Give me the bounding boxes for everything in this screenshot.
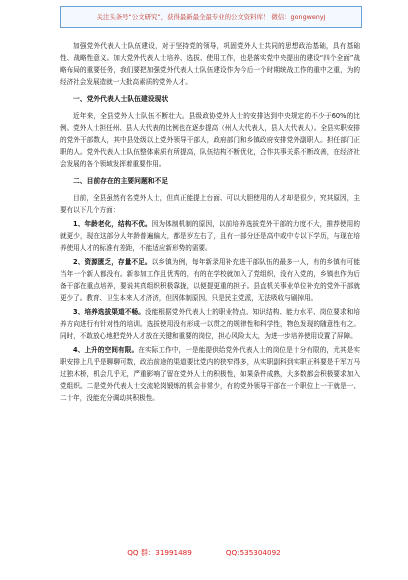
problem-lead-4: 4、上升的空间有限。 xyxy=(73,346,139,354)
qq-group-number: QQ 群：31991489 xyxy=(127,548,192,557)
problem-lead-2: 2、资源匮乏，存量不足。 xyxy=(73,258,152,266)
problems-intro-paragraph: 目前，全县虽然有名党外人士，但真正能提上台面、可以大胆使用的人才却是很少，究其原因，主要有以下几个方面： xyxy=(60,194,360,214)
intro-paragraph: 加强党外代表人士队伍建设，对于坚持党的领导，巩固党外人士共同的思想政治基础，具有基础性、战略性意义。加大党外代表人士培养、选拔、使用工作，也是落实党中央提出的建设“四个全面”战略布局的重要任务，我们要把加强党外代表人士队伍建设作为今后一个时期统战工作的重中之重，为的经济社会发展造就一大批高素质的党外人才。 xyxy=(60,42,360,86)
problem-item-3 xyxy=(60,306,360,342)
footer-contact xyxy=(0,548,408,558)
problem-text-2: 以乡镇为例，每年新录用补充进干部队伍的最多一人，有的乡镇有可能当年一个新人都没有。新参加工作且优秀的，有的在学校就加入了党组织，没有入党的，乡镇也作为后备干部在重点培养，要说其真组织积极靠拢，以便提更重的担子。县直机关事业单位补充的党外干部就更少了。教育、卫生本来人才济济，但因体制原因，只是民主党派，无法吸收与刷掉用。 xyxy=(60,258,360,302)
problem-item-1 xyxy=(60,218,360,254)
problem-text-4: 在实际工作中，一是能提供给党外代表人士的岗位是十分有限的，尤其是实职安排上几乎是聊聊可数，政治前途的渠道要比党内的狭窄得多，从实职副科到实职正科要是千军万马过独木桥，机会几乎无，严重影响了留在党外人士的积极性，如果条件成熟，大多数都会积极要求加入党组织。二是党外代表人士交流轮岗锻炼的机会非常少，有的党外领导干部在一个职位上一干就是一、二十年，没能充分调动其积极性。 xyxy=(60,346,360,402)
problem-text-3: 没能根据党外代表人士的职业特点、知识结构、能力水平、岗位要求和培养方向进行有针对性的培训。选拔使用没有形成一以贯之的规律性和科学性，物色发现的随意性有之。同时，不敢放心地把党外人才放在关键和重要的岗位，担心风险太大，为进一步培养使用设置了屏障。 xyxy=(60,308,361,340)
problem-item-2 xyxy=(60,256,360,304)
problem-text-1: 因为体制机制的原因，以前培养选拔党外干部的力度不大，推荐使用的就更少，现在这部分人年龄普遍偏大，都是岁左右了，且有一部分还是高中或中专以下学历，与现在培养使用人才的标准有差距，不能适应新形势的需要。 xyxy=(60,220,360,252)
qq-number: QQ:535304092 xyxy=(225,548,281,557)
section-heading-status: 一、党外代表人士队伍建设现状 xyxy=(73,95,169,103)
problem-lead-1: 1、年龄老化，结构不优。 xyxy=(73,220,152,228)
section-heading-problems: 二、目前存在的主要问题和不足 xyxy=(73,177,169,185)
document-body xyxy=(60,40,360,406)
problem-lead-3: 3、培养选拔渠道不畅。 xyxy=(73,308,145,316)
header-banner: 关注头条号“公文研究”，获得最新最全最专业的公文资料库！ 微信：gongwenyj xyxy=(60,6,362,28)
problem-item-4 xyxy=(60,344,360,404)
status-paragraph: 近年来，全县党外人士队伍不断壮大。县级政协党外人士的安排达到中央规定的不少于60%的比例。党外人士担任州、县人大代表的比例也在逐步提高（州人大代表人，县人大代表人）。全县实职安排的党外干部数人，其中县处级以上党外领导干部人，政府部门和乡镇政府安排党外副职人。担任部门正职的人。党外代表人士队伍整体素质有所提高，队伍结构不断优化，合作共事关系不断改善，在经济社会发展的各个领域发挥着重要作用。 xyxy=(60,112,361,168)
